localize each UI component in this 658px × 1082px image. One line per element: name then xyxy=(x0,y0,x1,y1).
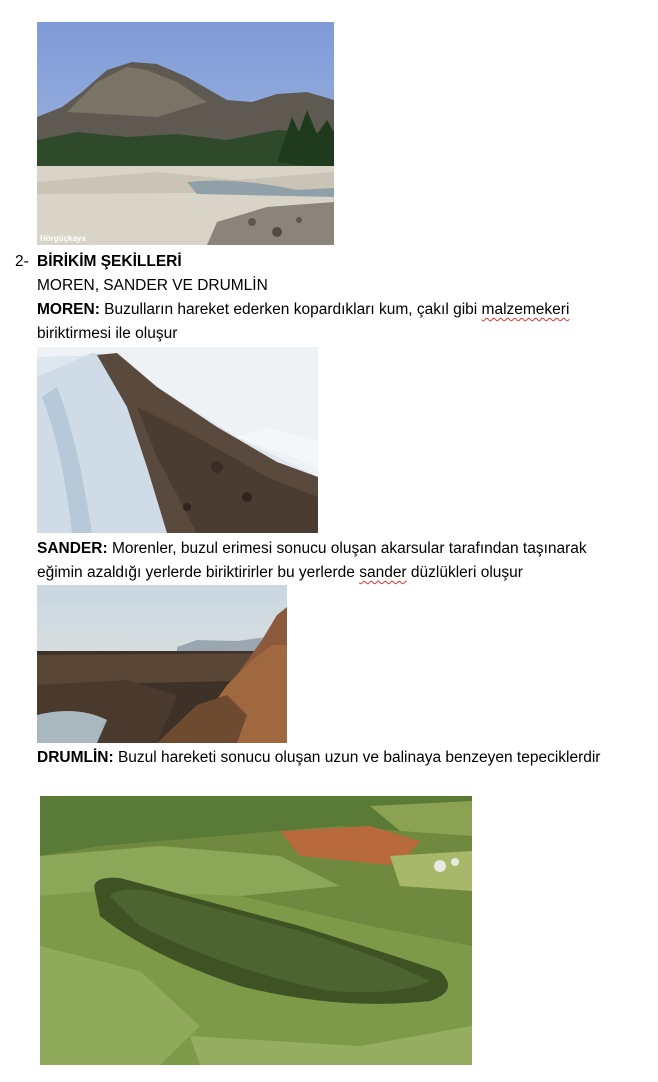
sander-text-2-before: eğimin azaldığı yerlerde biriktirirler bu yerlerde xyxy=(37,564,355,581)
sander-line-1 xyxy=(37,539,587,559)
moren-term: MOREN: xyxy=(37,301,100,318)
sandur-photo xyxy=(37,585,287,743)
sander-line-2 xyxy=(37,563,523,583)
moraine-photo xyxy=(37,347,318,533)
rocky-hill-photo-icon xyxy=(37,22,334,245)
moren-text-1: Buzulların hareket ederken kopardıkları kum, çakıl gibi xyxy=(104,301,478,318)
sander-text-2-after: düzlükleri oluşur xyxy=(410,564,523,581)
drumlin-aerial-photo-icon xyxy=(40,796,472,1065)
sander-term: SANDER: xyxy=(37,540,108,557)
drumlin-photo xyxy=(40,796,472,1065)
section-title: BİRİKİM ŞEKİLLERİ xyxy=(37,253,182,270)
drumlin-text: Buzul hareketi sonucu oluşan uzun ve balinaya benzeyen tepeciklerdir xyxy=(117,749,601,766)
section-number: 2- xyxy=(15,253,29,270)
drumlin-term: DRUMLİN: xyxy=(37,749,114,766)
sander-text-1: Morenler, buzul erimesi sonucu oluşan akarsular tarafından taşınarak xyxy=(111,540,587,557)
hill-photo-caption: Hörgüçkaya xyxy=(40,234,86,243)
hill-photo xyxy=(37,22,334,245)
section-subtitle: MOREN, SANDER VE DRUMLİN xyxy=(37,277,268,294)
moraine-photo-icon xyxy=(37,347,318,533)
sandur-plain-photo-icon xyxy=(37,585,287,743)
sander-flagged-word: sander xyxy=(359,564,407,581)
moren-flagged-word: malzemekeri xyxy=(481,301,570,318)
moren-line-2: biriktirmesi ile oluşur xyxy=(37,325,178,342)
moren-line-1 xyxy=(37,300,569,320)
drumlin-line xyxy=(37,748,600,768)
